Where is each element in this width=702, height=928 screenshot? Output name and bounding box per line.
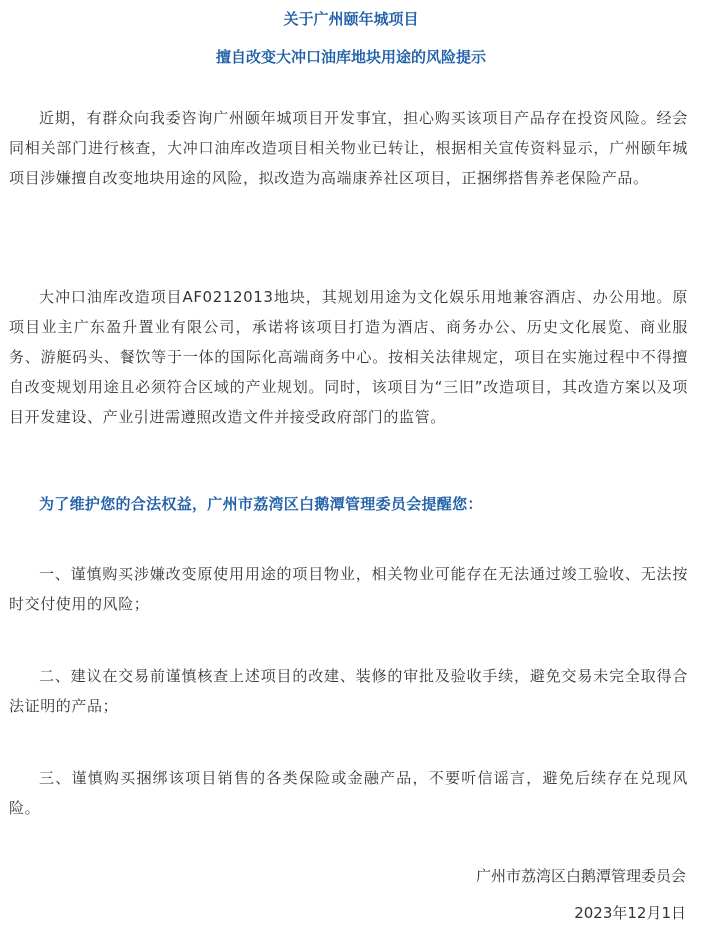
signature-organization: 广州市荔湾区白鹅潭管理委员会: [475, 867, 686, 885]
reminder-item-2: 二、建议在交易前谨慎核查上述项目的改建、装修的审批及验收手续，避免交易未完全取得合法证明的产品；: [9, 667, 688, 715]
reminder-item-3: 三、谨慎购买捆绑该项目销售的各类保险或金融产品，不要听信谣言，避免后续存在兑现风险。: [9, 769, 688, 817]
notice-title-line-2: 擅自改变大冲口油库地块用途的风险提示: [215, 48, 486, 66]
reminder-item-1: 一、谨慎购买涉嫌改变原使用用途的项目物业，相关物业可能存在无法通过竣工验收、无法按时交付使用的风险；: [9, 565, 688, 613]
reminder-heading: 为了维护您的合法权益，广州市荔湾区白鹅潭管理委员会提醒您：: [39, 495, 483, 513]
notice-title-line-1: 关于广州颐年城项目: [283, 10, 419, 28]
paragraph-project-details: 大冲口油库改造项目AF0212013地块，其规划用途为文化娱乐用地兼容酒店、办公用地。原项目业主广东盈升置业有限公司，承诺将该项目打造为酒店、商务办公、历史文化展览、商业服务、游艇码头、餐饮等于一体的国际化高端商务中心。按相关法律规定，项目在实施过程中不得擅自改变规划用途且必须符合区域的产业规划。同时，该项目为“三旧”改造项目，其改造方案以及项目开发建设、产业引进需遵照改造文件并接受政府部门的监管。: [9, 288, 688, 426]
signature-date: 2023年12月1日: [574, 904, 686, 922]
paragraph-background: 近期，有群众向我委咨询广州颐年城项目开发事宜，担心购买该项目产品存在投资风险。经会同相关部门进行核查，大冲口油库改造项目相关物业已转让，根据相关宣传资料显示，广州颐年城项目涉嫌擅自改变地块用途的风险，拟改造为高端康养社区项目，正捆绑搭售养老保险产品。: [9, 109, 688, 187]
